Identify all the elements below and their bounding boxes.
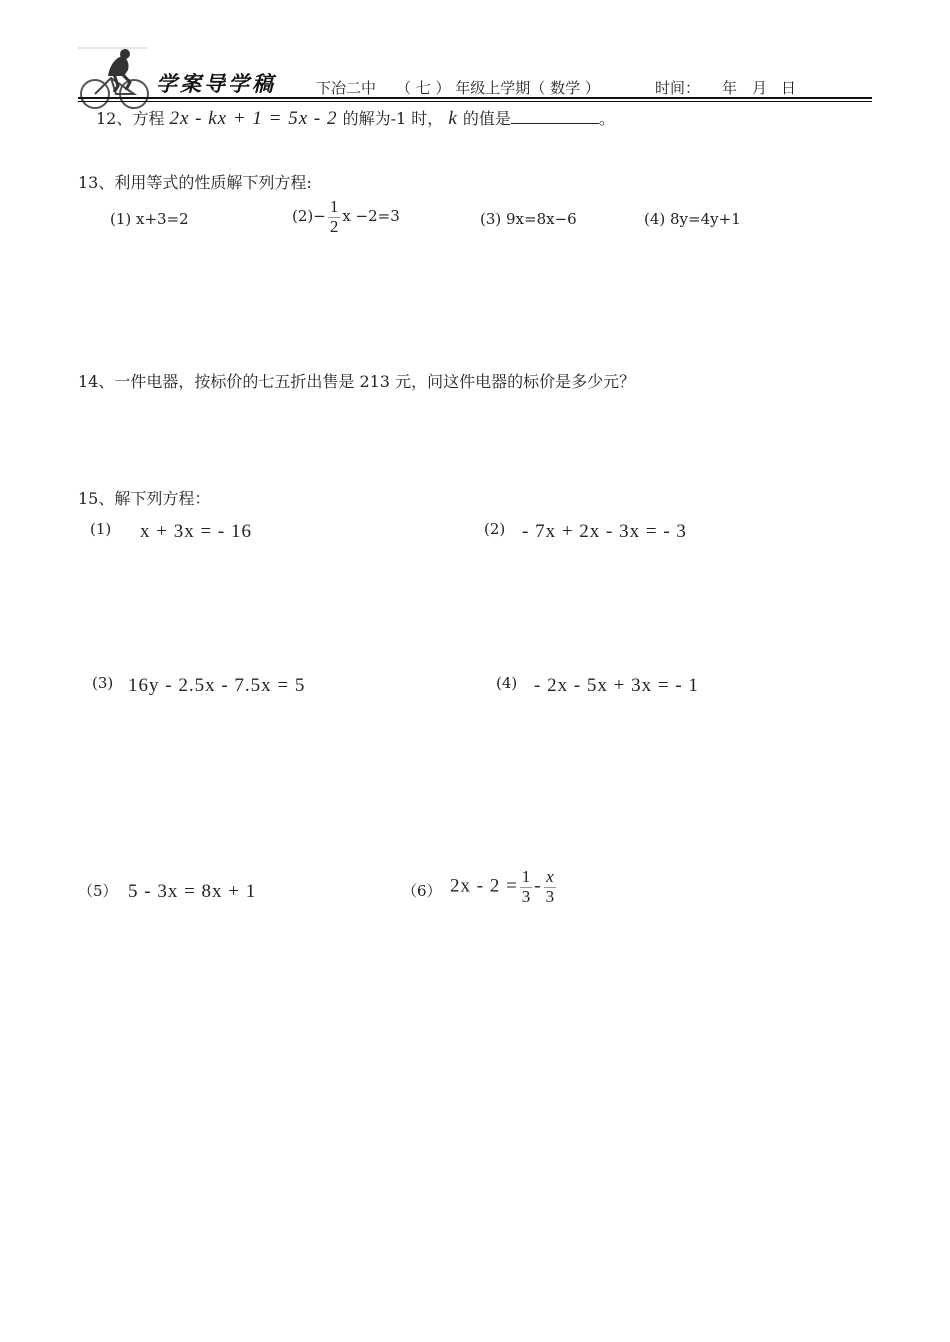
answer-blank[interactable] [511,111,599,124]
q15-p6-minus: - [534,875,542,897]
header-month: 月 [752,79,768,97]
fraction-numerator: 1 [521,867,531,886]
q15-p2-label: (2) [484,520,506,538]
fraction-denominator: 3 [521,886,531,906]
fraction-denominator: 2 [329,216,339,236]
header-grade: （ 七 ） 年级上学期（ 数学 ） [396,79,600,97]
fraction-numerator: 1 [329,197,339,216]
q15-p1-equation: x + 3x = - 16 [140,521,253,542]
q15-p6-fraction-2 [544,868,557,906]
q15-p6-fraction-1 [520,868,533,906]
q13-part-2 [292,198,400,236]
q13-part-3: (3) 9x=8x−6 [480,210,577,228]
q13-part-1: (1) x+3=2 [110,210,189,228]
header-day: 日 [781,79,797,97]
q15-p1-label: (1) [90,520,112,538]
q15-title: 15、解下列方程： [78,489,211,508]
q13-p2-label: (2) [292,207,314,226]
q12-number: 12、方程 [96,109,165,128]
fraction-numerator: x [546,867,554,886]
q15-p3-label: (3) [92,674,114,692]
logo-text: 学案导学稿 [156,72,276,96]
q13-p2-fraction [328,198,341,236]
q13-part-4: (4) 8y=4y+1 [644,210,741,228]
q15-p6-equation [450,868,558,906]
q15-p3-equation: 16y - 2.5x - 7.5x = 5 [128,675,306,696]
q13-p2-minus: − [313,207,326,226]
q12-end: 。 [598,109,615,128]
question-12 [96,106,615,130]
q13-p2-rest: x −2=3 [342,207,400,226]
header-school: 下冶二中 [316,79,377,97]
q13-title: 13、利用等式的性质解下列方程: [78,173,312,192]
q12-equation: 2x - kx + 1 = 5x - 2 [169,108,338,129]
q15-p4-equation: - 2x - 5x + 3x = - 1 [534,675,699,696]
q15-p6-label: （6） [402,882,442,900]
q15-p5-equation: 5 - 3x = 8x + 1 [128,881,257,902]
q12-var: k [448,108,458,129]
header-rule-thin [78,101,872,102]
q15-p4-label: (4) [496,674,518,692]
fraction-denominator: 3 [545,886,555,906]
cyclist-logo-icon [78,46,153,112]
header-year: 年 [722,79,738,97]
question-14: 14、一件电器，按标价的七五折出售是 213 元，问这件电器的标价是多少元？ [78,372,636,391]
q12-mid: 的解为-1 时， [342,109,444,128]
q15-p5-label: （5） [78,882,118,900]
q15-p2-equation: - 7x + 2x - 3x = - 3 [522,521,687,542]
header-time-label: 时间： [655,79,701,97]
header-rule [78,97,872,99]
q15-p6-left: 2x - 2 = [450,875,518,897]
q12-tail: 的值是 [462,109,511,128]
